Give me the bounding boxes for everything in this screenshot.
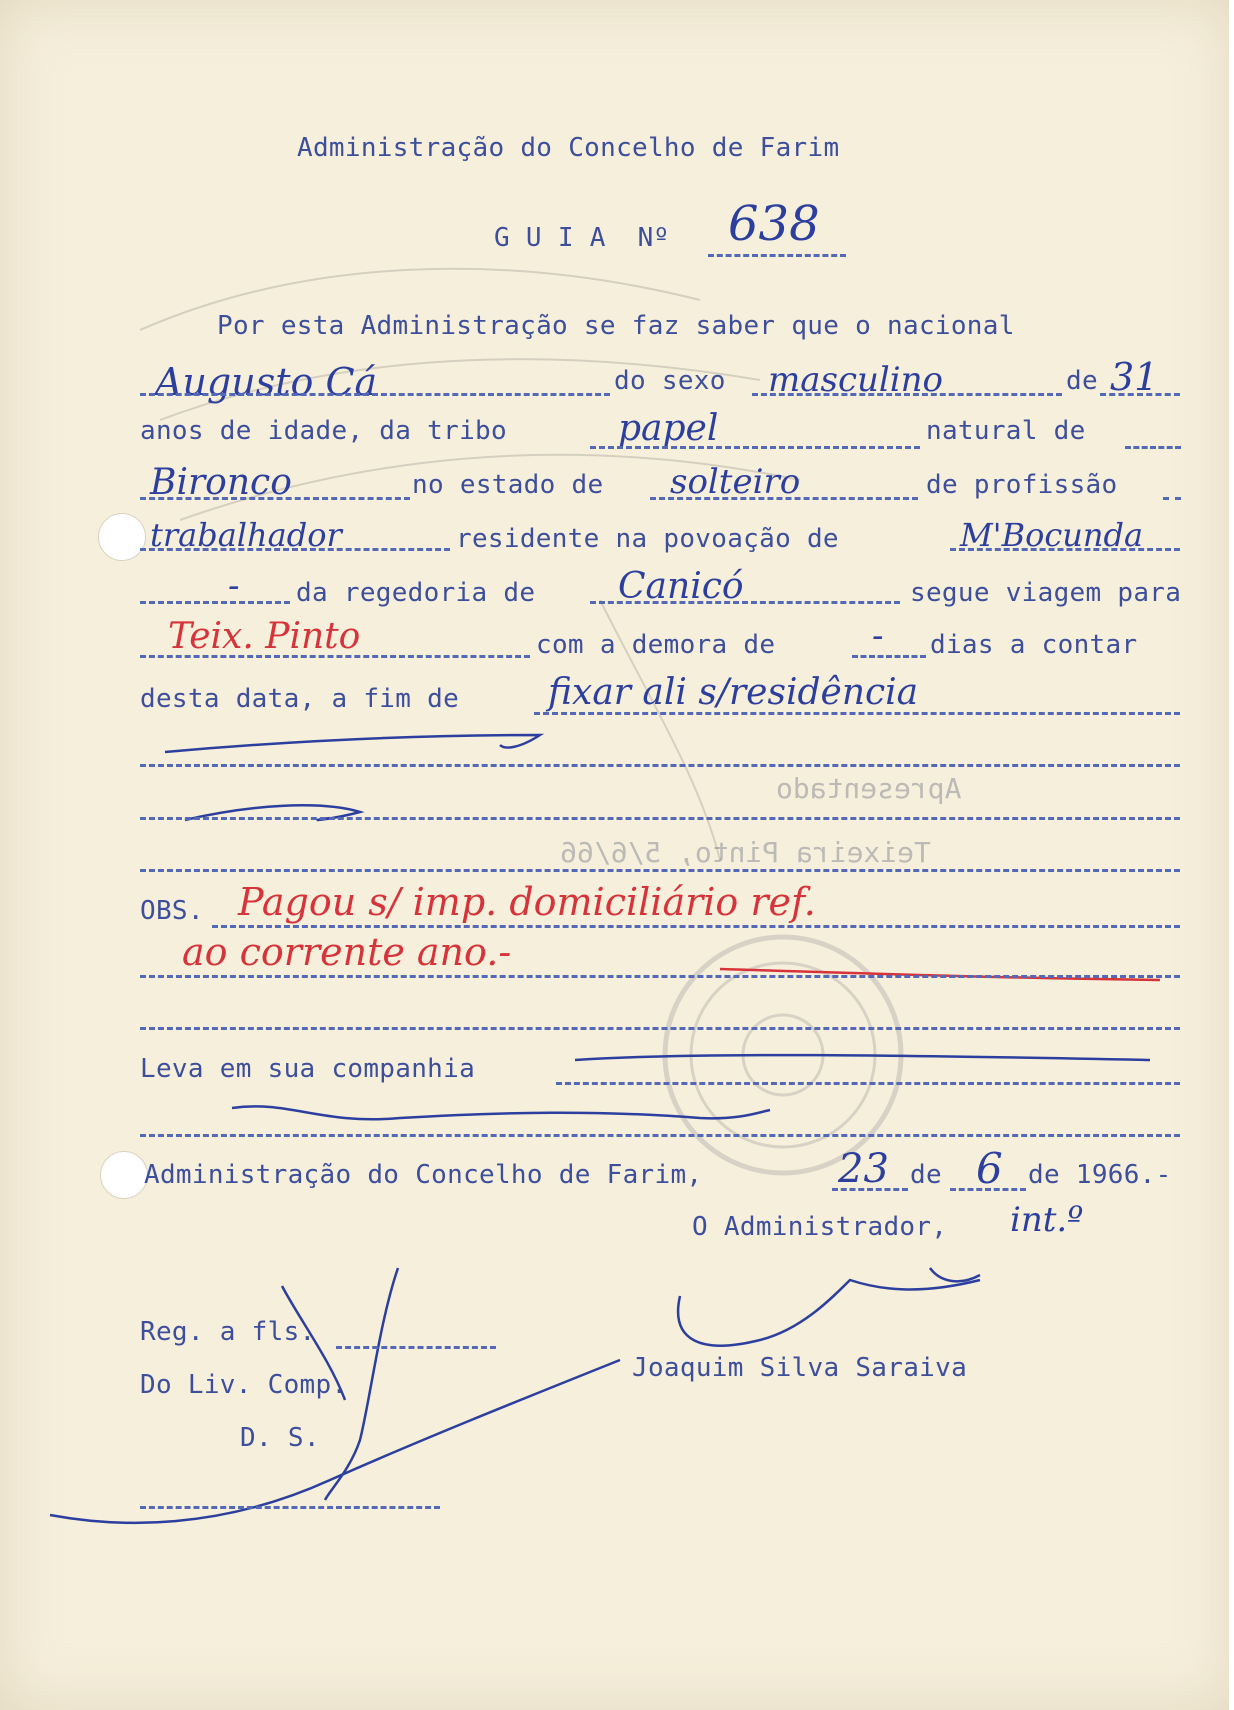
guia-number-underline: [708, 254, 846, 257]
name-value: Augusto Cá: [155, 360, 378, 404]
profissao-label: de profissão: [926, 470, 1118, 500]
date-prefix: Administração do Concelho de Farim,: [144, 1160, 703, 1190]
povoacao-blank: -: [228, 566, 240, 606]
sexo-underline: [752, 393, 1062, 396]
ruled-line-5: [140, 1134, 1180, 1137]
obs-line-1: Pagou s/ imp. domiciliário ref.: [238, 880, 816, 924]
ruled-line-1: [140, 764, 1180, 767]
date-day: 23: [838, 1146, 889, 1192]
viagem-label: segue viagem para: [910, 578, 1182, 608]
liv-label: Do Liv. Comp.: [140, 1370, 348, 1400]
age-label: de: [1066, 366, 1098, 396]
date-month-underline: [950, 1188, 1026, 1191]
ds-underline: [140, 1506, 440, 1509]
destino-underline: [140, 655, 530, 658]
administrador-note: int.º: [1010, 1200, 1084, 1240]
date-year: de 1966.-: [1028, 1160, 1172, 1190]
anos-label: anos de idade, da tribo: [140, 416, 507, 446]
tribo-underline: [590, 446, 920, 449]
povoacao-underline: [950, 548, 1180, 551]
destino-value: Teix. Pinto: [168, 616, 361, 657]
obs-label: OBS.: [140, 896, 204, 926]
date-day-underline: [832, 1188, 908, 1191]
obs-underline-1: [212, 925, 1180, 928]
fim-underline: [534, 712, 1180, 715]
age-underline: [1100, 393, 1180, 396]
signatory-name: Joaquim Silva Saraiva: [632, 1353, 968, 1383]
ruled-line-2: [140, 817, 1180, 820]
guia-label: G U I A Nº: [494, 223, 670, 253]
fim-value: fixar ali s/residência: [548, 672, 919, 713]
tribo-value: papel: [618, 408, 719, 449]
natural-underline: [140, 497, 410, 500]
ruled-line-3: [140, 869, 1180, 872]
intro-text: Por esta Administração se faz saber que o nacional: [217, 311, 1015, 341]
demora-underline: [852, 655, 926, 658]
regedoria-underline: [590, 601, 900, 604]
regedoria-prefix-underline: [140, 601, 290, 604]
companhia-underline: [556, 1082, 1180, 1085]
demora-label: com a demora de: [536, 630, 776, 660]
natural-underline-end: [1125, 446, 1181, 449]
guia-number: 638: [728, 196, 820, 252]
date-de: de: [910, 1160, 942, 1190]
ruled-line-4: [140, 1027, 1180, 1030]
obs-underline-2: [140, 975, 1180, 978]
natural-label: natural de: [926, 416, 1086, 446]
stamp-teixeira: Teixeira Pinto, 5/6/66: [560, 836, 931, 869]
name-underline: [140, 393, 610, 396]
estado-value: solteiro: [670, 462, 801, 502]
obs-line-2: ao corrente ano.-: [182, 930, 512, 974]
document-title: Administração do Concelho de Farim: [297, 133, 840, 163]
regedoria-value: Canicó: [618, 566, 744, 607]
date-month: 6: [976, 1144, 1003, 1193]
stamp-apresentado: Apresentado: [776, 772, 962, 805]
regedoria-label: da regedoria de: [296, 578, 536, 608]
companhia-label: Leva em sua companhia: [140, 1054, 476, 1084]
sexo-value: masculino: [768, 360, 944, 400]
dias-label: dias a contar: [930, 630, 1138, 660]
ds-label: D. S.: [240, 1423, 320, 1453]
reg-underline: [336, 1346, 496, 1349]
age-value: 31: [1110, 355, 1159, 399]
estado-underline: [650, 497, 918, 500]
reg-label: Reg. a fls.: [140, 1317, 316, 1347]
residente-label: residente na povoação de: [456, 524, 839, 554]
ink-strokes: [50, 735, 1150, 1523]
profissao-value: trabalhador: [150, 516, 342, 554]
faint-pencil-scribbles: [140, 269, 800, 860]
natural-value: Bironco: [150, 462, 292, 503]
povoacao-value: M'Bocunda: [960, 516, 1144, 554]
desta-label: desta data, a fim de: [140, 684, 460, 714]
sexo-label: do sexo: [614, 366, 726, 396]
estado-label: no estado de: [412, 470, 604, 500]
profissao-underline-end: [1163, 497, 1181, 500]
profissao-underline: [140, 548, 450, 551]
administrador-label: O Administrador,: [692, 1212, 948, 1242]
demora-value: -: [872, 616, 884, 656]
